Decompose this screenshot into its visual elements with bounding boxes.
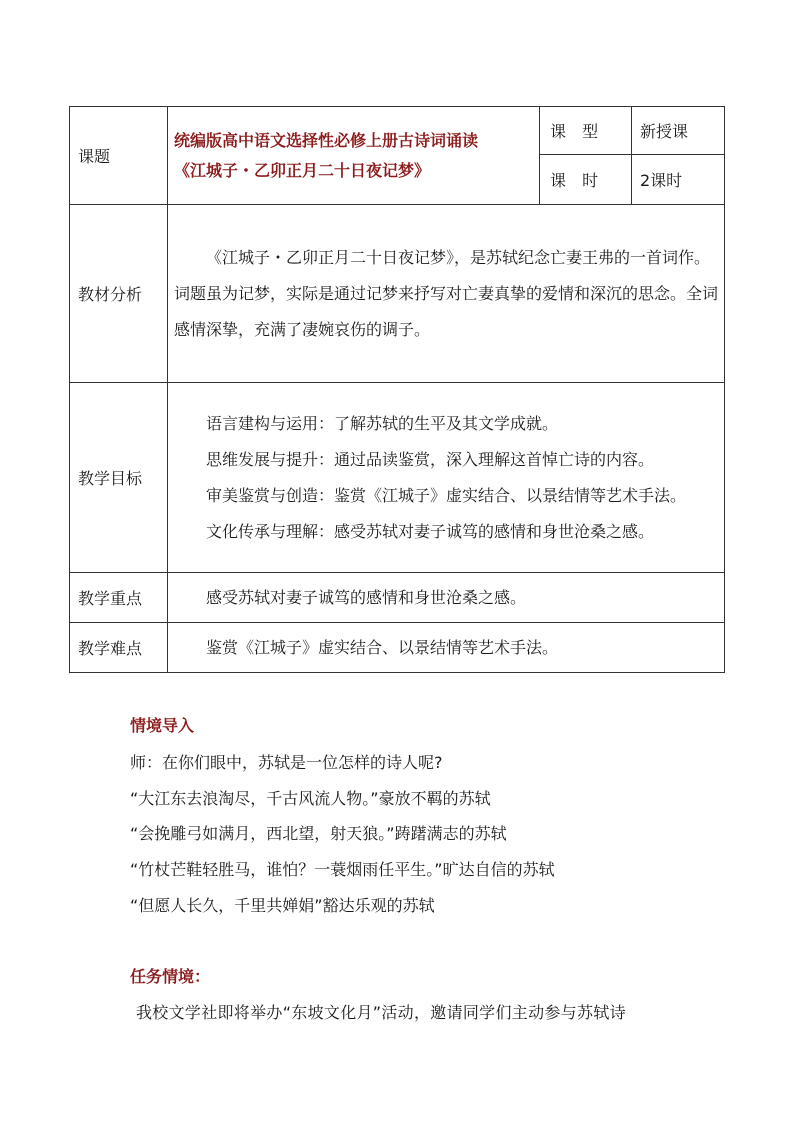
quote-line-4: “但愿人长久，千里共婵娟”豁达乐观的苏轼 bbox=[130, 896, 435, 915]
lesson-hours-label: 课 时 bbox=[540, 155, 632, 205]
difficulty-cell bbox=[168, 623, 725, 673]
lesson-plan-table bbox=[69, 106, 725, 673]
analysis-cell bbox=[168, 205, 725, 383]
key-point-text: 感受苏轼对妻子诚笃的感情和身世沧桑之感。 bbox=[206, 587, 527, 607]
lesson-type-value: 新授课 bbox=[632, 107, 725, 155]
lesson-type-label: 课 型 bbox=[540, 107, 632, 155]
goal-item-1: 语言建构与运用：了解苏轼的生平及其文学成就。 bbox=[206, 413, 559, 433]
quote-line-3: “竹杖芒鞋轻胜马，谁怕？一蓑烟雨任平生。”旷达自信的苏轼 bbox=[130, 860, 555, 879]
analysis-label: 教材分析 bbox=[70, 205, 168, 383]
quote-line-2: “会挽雕弓如满月，西北望，射天狼。”踌躇满志的苏轼 bbox=[130, 824, 507, 843]
difficulty-label: 教学难点 bbox=[70, 623, 168, 673]
task-text: 我校文学社即将举办“东坡文化月”活动，邀请同学们主动参与苏轼诗 bbox=[136, 1003, 626, 1022]
lesson-title bbox=[168, 107, 540, 205]
difficulty-text: 鉴赏《江城子》虚实结合、以景结情等艺术手法。 bbox=[206, 637, 559, 657]
task-heading: 任务情境： bbox=[130, 967, 211, 986]
goal-item-2: 思维发展与提升：通过品读鉴赏，深入理解这首悼亡诗的内容。 bbox=[206, 449, 655, 469]
lesson-hours-value: 2课时 bbox=[632, 155, 725, 205]
goals-cell bbox=[168, 383, 725, 573]
title-label: 课题 bbox=[70, 107, 168, 205]
analysis-text: 《江城子・乙卯正月二十日夜记梦》，是苏轼纪念亡妻王弗的一首词作。词题虽为记梦，实际是通过记梦来抒写对亡妻真挚的爱情和深沉的思念。全词感情深挚，充满了凄婉哀伤的调子。 bbox=[174, 247, 719, 339]
intro-heading: 情境导入 bbox=[130, 716, 195, 735]
goal-item-4: 文化传承与理解：感受苏轼对妻子诚笃的感情和身世沧桑之感。 bbox=[206, 521, 655, 541]
key-point-label: 教学重点 bbox=[70, 573, 168, 623]
goal-item-3: 审美鉴赏与创造：鉴赏《江城子》虚实结合、以景结情等艺术手法。 bbox=[206, 485, 687, 505]
lesson-title-line2: 《江城子・乙卯正月二十日夜记梦》 bbox=[174, 160, 431, 180]
key-point-cell bbox=[168, 573, 725, 623]
goals-label: 教学目标 bbox=[70, 383, 168, 573]
lesson-title-line1: 统编版高中语文选择性必修上册古诗词诵读 bbox=[174, 130, 479, 150]
teacher-question: 师：在你们眼中，苏轼是一位怎样的诗人呢? bbox=[130, 753, 443, 772]
quote-line-1: “大江东去浪淘尽，千古风流人物。”豪放不羁的苏轼 bbox=[130, 789, 491, 808]
